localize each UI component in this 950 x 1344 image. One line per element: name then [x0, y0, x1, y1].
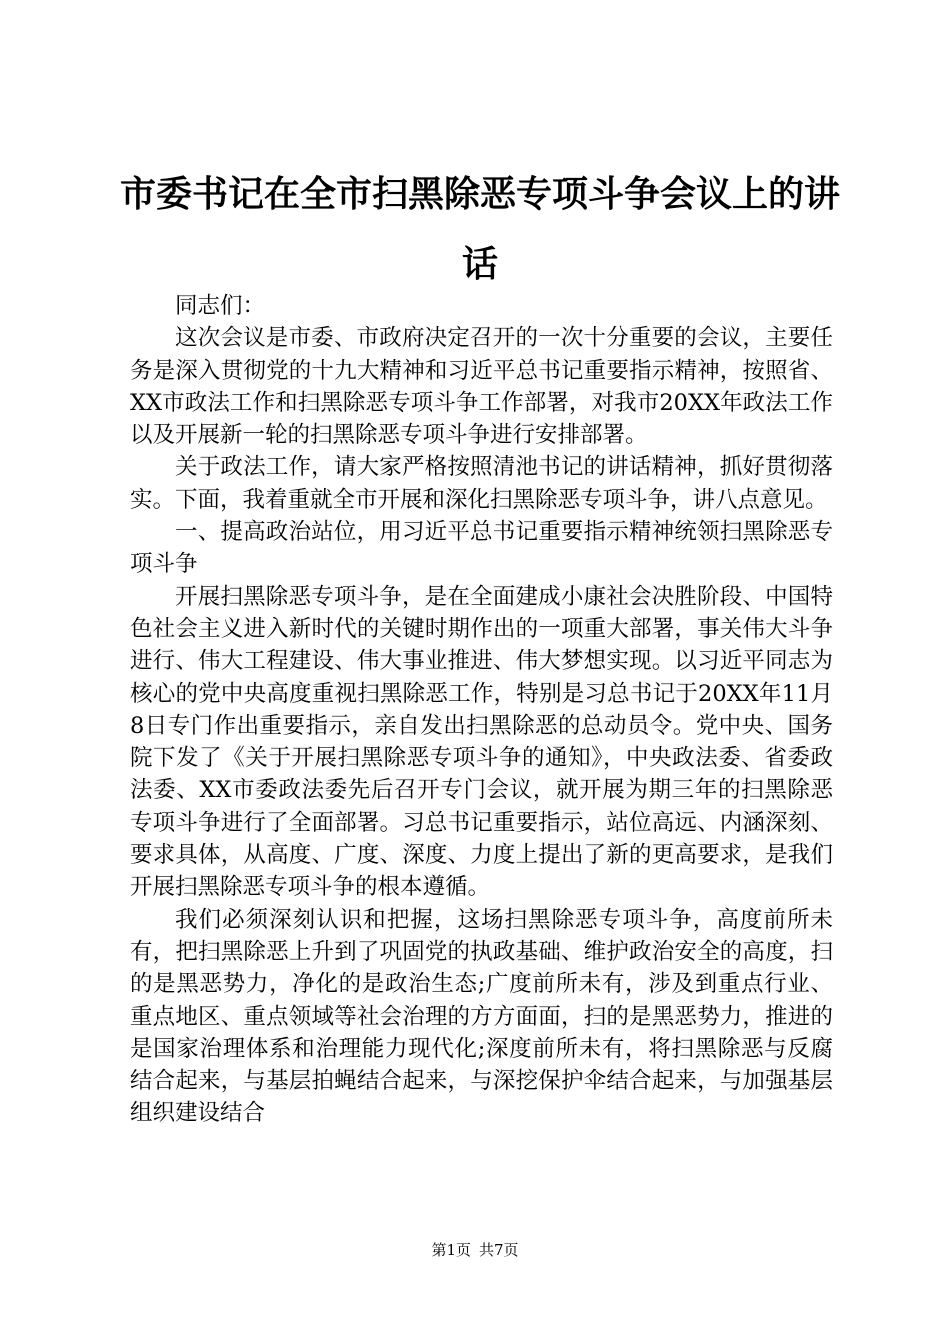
- page-total: 共7页: [479, 1241, 519, 1259]
- page-footer: [0, 1240, 950, 1260]
- document-title: 市委书记在全市扫黑除恶专项斗争会议上的讲话: [119, 174, 840, 285]
- paragraph-4: 我们必须深刻认识和把握，这场扫黑除恶专项斗争，高度前所未有，把扫黑除恶上升到了巩固党的执政基础、维护政治安全的高度，扫的是黑恶势力，净化的是政治生态;广度前所未有，涉及到重点行业、重点地区、重点领域等社会治理的方方面面，扫的是黑恶势力，推进的是国家治理体系和治理能力现代化;深度前所未有，将扫黑除恶与反腐结合起来，与基层拍蝇结合起来，与深挖保护伞结合起来，与加强基层组织建设结合: [130, 906, 833, 1127]
- paragraph-1: 这次会议是市委、市政府决定召开的一次十分重要的会议，主要任务是深入贯彻党的十九大精神和习近平总书记重要指示精神，按照省、XX市政法工作和扫黑除恶专项斗争工作部署，对我市20XX年政法工作以及开展新一轮的扫黑除恶专项斗争进行安排部署。: [130, 325, 833, 449]
- paragraph-3: 开展扫黑除恶专项斗争，是在全面建成小康社会决胜阶段、中国特色社会主义进入新时代的关键时期作出的一项重大部署，事关伟大斗争进行、伟大工程建设、伟大事业推进、伟大梦想实现。以习近平同志为核心的党中央高度重视扫黑除恶工作，特别是习总书记于20XX年11月8日专门作出重要指示，亲自发出扫黑除恶的总动员令。党中央、国务院下发了《关于开展扫黑除恶专项斗争的通知》，中央政法委、省委政法委、XX市委政法委先后召开专门会议，就开展为期三年的扫黑除恶专项斗争进行了全面部署。习总书记重要指示，站位高远、内涵深刻、要求具体，从高度、广度、深度、力度上提出了新的更高要求，是我们开展扫黑除恶专项斗争的根本遵循。: [130, 583, 833, 901]
- greeting: 同志们：: [175, 293, 266, 319]
- page-number: 第1页: [431, 1241, 471, 1259]
- paragraph-2: 关于政法工作，请大家严格按照清池书记的讲话精神，抓好贯彻落实。下面，我着重就全市开展和深化扫黑除恶专项斗争，讲八点意见。: [130, 454, 833, 513]
- document-body: [130, 290, 833, 1130]
- section-heading-1: 一、提高政治站位，用习近平总书记重要指示精神统领扫黑除恶专项斗争: [130, 519, 833, 578]
